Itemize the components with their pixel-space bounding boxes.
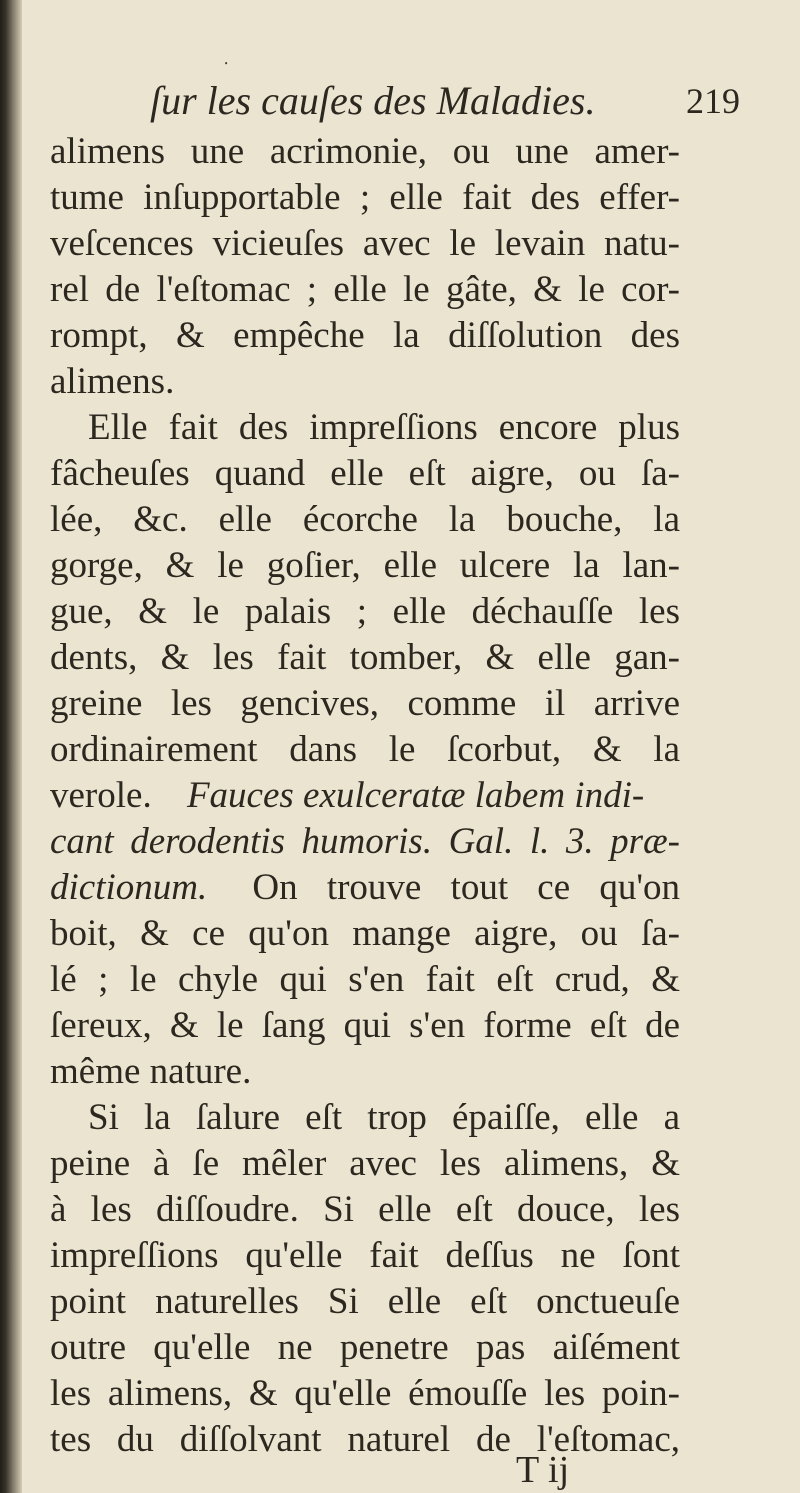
text-line: veſcences vicieuſes avec le levain natu- — [50, 223, 680, 264]
text-line: peine à ſe mêler avec les alimens, & — [50, 1143, 680, 1184]
text-span: On trouve tout ce qu'on — [252, 867, 680, 908]
text-line: gue, & le palais ; elle déchauſſe les — [50, 591, 680, 632]
text-line: lée, &c. elle écorche la bouche, la — [50, 499, 680, 540]
text-line: à les diſſoudre. Si elle eſt douce, les — [50, 1189, 680, 1230]
text-line: lé ; le chyle qui s'en fait eſt crud, & — [50, 959, 680, 1000]
ink-mark: ⸱ — [224, 54, 229, 73]
text-line: tume inſupportable ; elle fait des effer- — [50, 177, 680, 218]
text-span: verole. — [50, 775, 152, 816]
latin-quote: Fauces exulceratæ labem indi- — [186, 775, 645, 816]
page-header — [150, 76, 740, 126]
text-line — [50, 866, 680, 910]
text-line: gorge, & le goſier, elle ulcere la lan- — [50, 545, 680, 586]
text-line: Si la ſalure eſt trop épaiſſe, elle a — [88, 1097, 680, 1138]
text-line: alimens. — [50, 361, 175, 402]
text-line: outre qu'elle ne penetre pas aiſément — [50, 1327, 680, 1368]
latin-quote-end: dictionum. — [50, 867, 208, 908]
text-line: même nature. — [50, 1051, 252, 1092]
text-line: tes du diſſolvant naturel de l'eſtomac, — [50, 1419, 680, 1460]
text-line: alimens une acrimonie, ou une amer- — [50, 131, 680, 172]
text-line: boit, & ce qu'on mange aigre, ou ſa- — [50, 913, 680, 954]
book-gutter-shadow — [0, 0, 22, 1493]
text-line: rompt, & empêche la diſſolution des — [50, 315, 680, 356]
running-title: ſur les cauſes des Maladies. — [150, 78, 596, 123]
signature-mark: T ij — [516, 1449, 570, 1491]
page-number: 219 — [686, 81, 740, 121]
text-line: point naturelles Si elle eſt onctueuſe — [50, 1281, 680, 1322]
text-line: impreſſions qu'elle fait deſſus ne ſont — [50, 1235, 680, 1276]
text-line: greine les gencives, comme il arrive — [50, 683, 680, 724]
text-line: ordinairement dans le ſcorbut, & la — [50, 729, 680, 770]
text-line: ſereux, & le ſang qui s'en forme eſt de — [50, 1005, 680, 1046]
latin-quote-line: cant derodentis humoris. Gal. l. 3. præ- — [50, 821, 680, 862]
text-line — [50, 774, 680, 818]
text-line: fâcheuſes quand elle eſt aigre, ou ſa- — [50, 453, 680, 494]
text-line: Elle fait des impreſſions encore plus — [88, 407, 680, 448]
text-line: dents, & les fait tomber, & elle gan- — [50, 637, 680, 678]
text-line: rel de l'eſtomac ; elle le gâte, & le cor- — [50, 269, 680, 310]
text-line: les alimens, & qu'elle émouſſe les poin- — [50, 1373, 680, 1414]
